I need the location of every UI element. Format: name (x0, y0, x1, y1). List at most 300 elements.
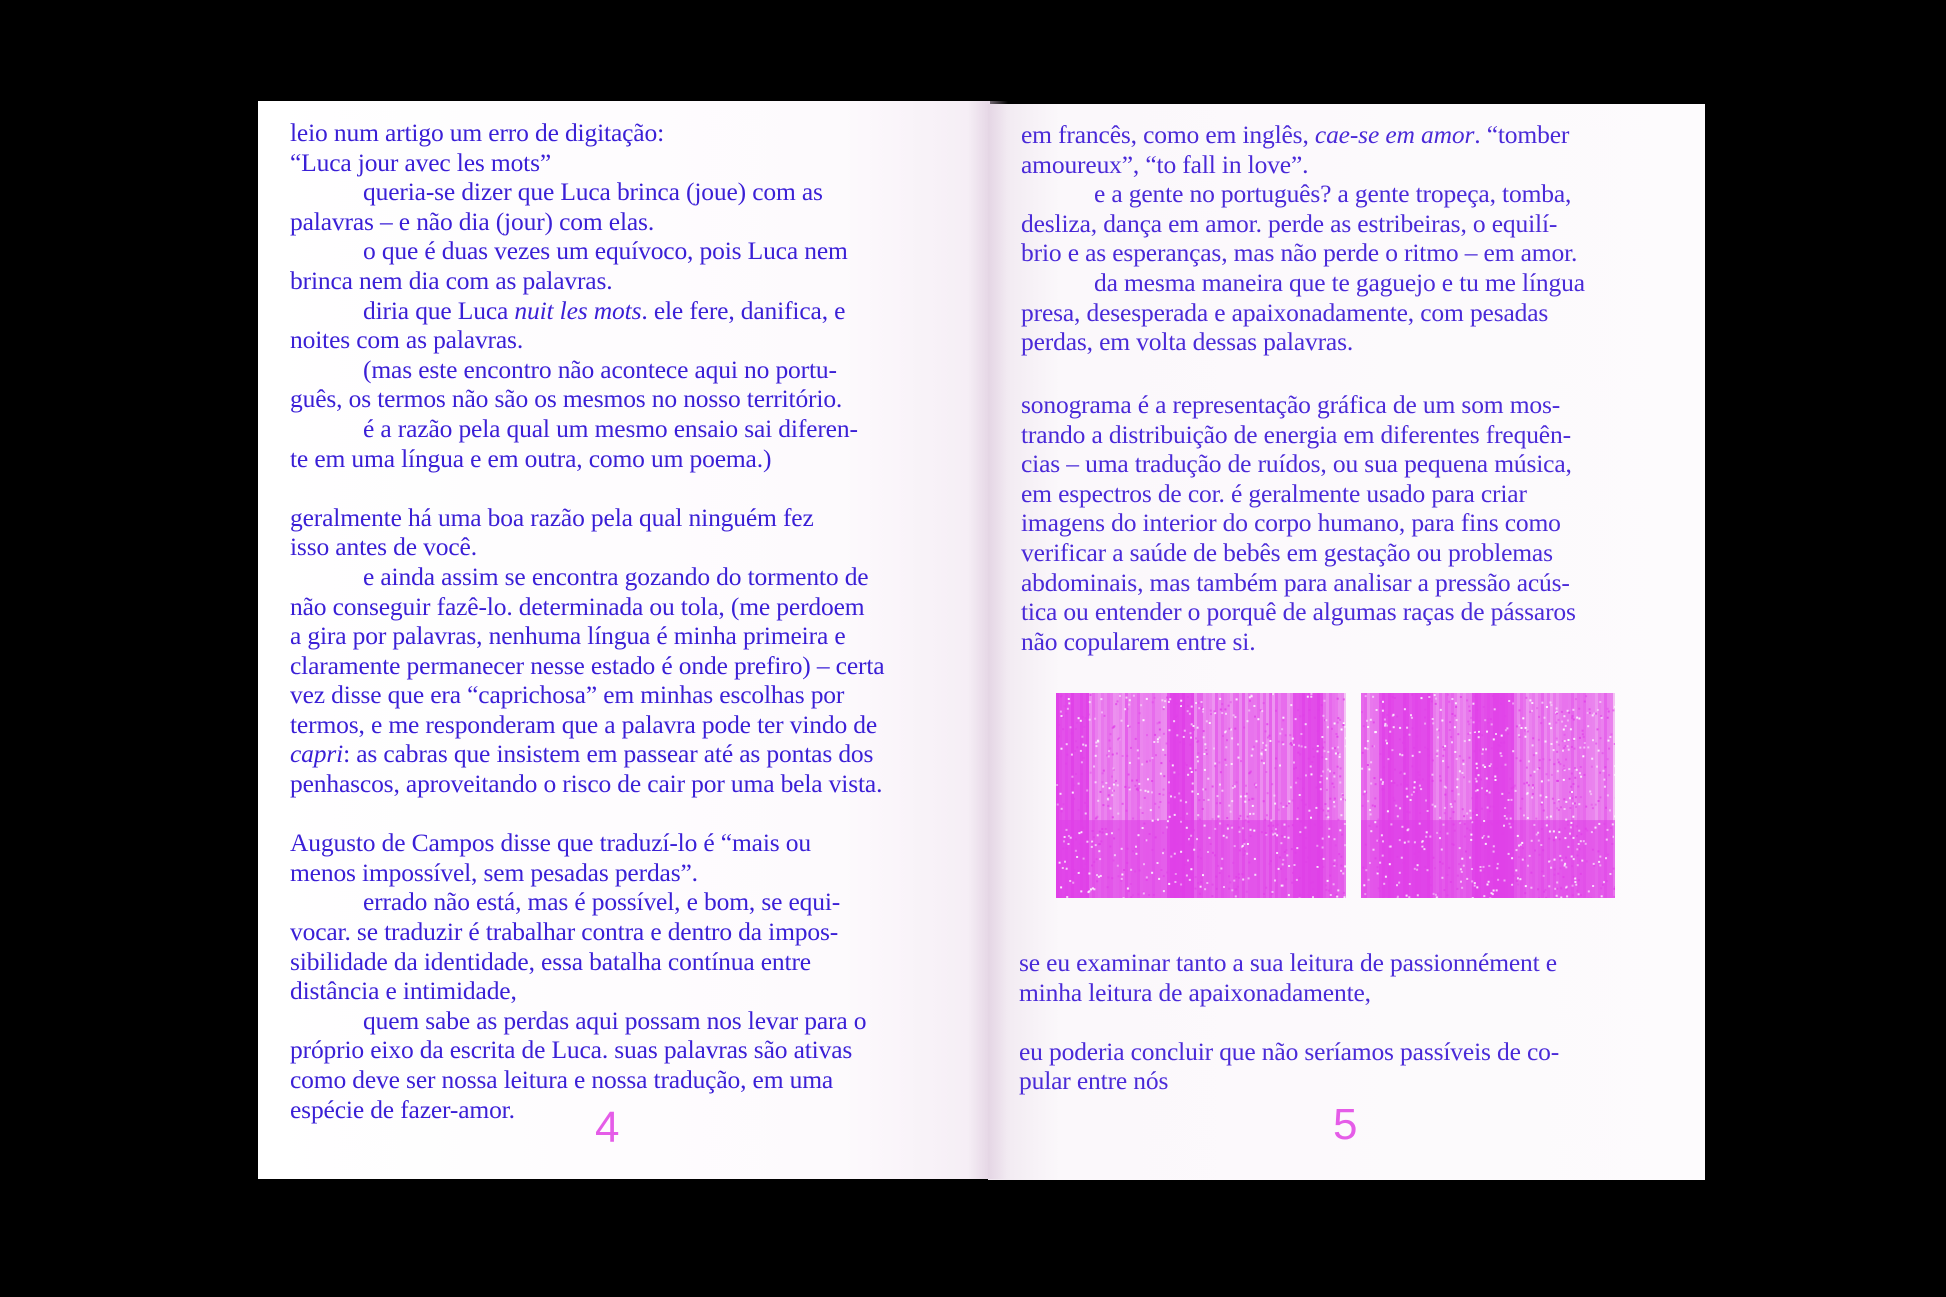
sonogram-speck (1377, 866, 1379, 868)
sonogram-speck (1430, 884, 1432, 886)
sonogram-speck (1078, 809, 1080, 811)
sonogram-speck (1189, 744, 1191, 746)
sonogram-speck (1075, 740, 1077, 742)
sonogram-speck (1519, 878, 1521, 880)
sonogram-speck (1509, 823, 1511, 825)
text-line: brio e as esperanças, mas não perde o ritmo – em amor. (1021, 238, 1578, 268)
sonogram-speck (1613, 896, 1615, 898)
sonogram-speck (1397, 815, 1399, 817)
sonogram-speck (1553, 802, 1555, 804)
sonogram-speck (1538, 897, 1540, 898)
sonogram-speck (1558, 719, 1560, 721)
sonogram-speck (1333, 772, 1335, 774)
sonogram-speck (1578, 879, 1580, 881)
sonogram-speck (1290, 786, 1292, 788)
sonogram-speck (1378, 887, 1380, 889)
sonogram-speck (1271, 783, 1273, 785)
sonogram-speck (1382, 788, 1384, 790)
text-segment: . “tomber (1474, 120, 1570, 149)
sonogram-speck (1089, 701, 1091, 703)
sonogram-speck (1612, 709, 1614, 711)
sonogram-speck (1261, 831, 1263, 833)
sonogram-speck (1151, 872, 1153, 874)
sonogram-speck (1265, 832, 1267, 834)
sonogram-speck (1499, 875, 1501, 877)
sonogram-speck (1586, 860, 1588, 862)
sonogram-speck (1496, 867, 1498, 869)
sonogram-speck (1384, 723, 1386, 725)
sonogram-speck (1328, 828, 1330, 830)
sonogram-speck (1585, 806, 1587, 808)
sonogram-speck (1090, 772, 1092, 774)
sonogram-speck (1245, 819, 1247, 821)
sonogram-speck (1263, 702, 1265, 704)
sonogram-speck (1117, 865, 1119, 867)
sonogram-speck (1142, 812, 1144, 814)
sonogram-speck (1403, 737, 1405, 739)
sonogram-speck (1584, 701, 1586, 703)
sonogram-speck (1129, 726, 1131, 728)
sonogram-speck (1142, 827, 1144, 829)
sonogram-speck (1186, 813, 1188, 815)
sonogram-speck (1536, 834, 1538, 836)
sonogram-speck (1129, 762, 1131, 764)
sonogram-speck (1112, 816, 1114, 818)
sonogram-speck (1470, 820, 1472, 822)
sonogram-speck (1244, 840, 1246, 842)
sonogram-speck (1249, 771, 1251, 773)
sonogram-speck (1121, 874, 1123, 876)
sonogram-speck (1186, 821, 1188, 823)
sonogram-speck (1382, 878, 1384, 880)
sonogram-speck (1310, 882, 1312, 884)
sonogram-speck (1167, 820, 1169, 822)
sonogram-speck (1404, 698, 1406, 700)
sonogram-speck (1146, 761, 1148, 763)
sonogram-speck (1130, 869, 1132, 871)
sonogram-speck (1578, 848, 1580, 850)
sonogram-speck (1391, 782, 1393, 784)
sonogram-speck (1563, 715, 1565, 717)
sonogram-speck (1330, 894, 1332, 896)
sonogram-speck (1558, 761, 1560, 763)
sonogram-speck (1428, 693, 1430, 695)
sonogram-speck (1248, 862, 1250, 864)
sonogram-speck (1455, 702, 1457, 704)
sonogram-speck (1078, 832, 1080, 834)
sonogram-speck (1216, 888, 1218, 890)
sonogram-speck (1531, 702, 1533, 704)
text-line: amoureux”, “to fall in love”. (1021, 149, 1309, 179)
sonogram-speck (1063, 803, 1065, 805)
sonogram-speck (1600, 715, 1602, 717)
sonogram-speck (1478, 774, 1480, 776)
sonogram-speck (1087, 805, 1089, 807)
sonogram-speck (1080, 890, 1082, 892)
sonogram-speck (1132, 818, 1134, 820)
sonogram-speck (1321, 736, 1323, 738)
sonogram-speck (1275, 828, 1277, 830)
text-line: isso antes de você. (290, 532, 477, 562)
sonogram-speck (1161, 699, 1163, 701)
sonogram-speck (1456, 786, 1458, 788)
sonogram-speck (1081, 736, 1083, 738)
sonogram-speck (1476, 780, 1478, 782)
text-line: da mesma maneira que te gaguejo e tu me língua (1094, 267, 1585, 297)
sonogram-speck (1088, 873, 1090, 875)
sonogram-speck (1503, 742, 1505, 744)
sonogram-speck (1282, 859, 1284, 861)
sonogram-speck (1138, 783, 1140, 785)
sonogram-speck (1436, 729, 1438, 731)
sonogram-speck (1327, 769, 1329, 771)
sonogram-speck (1531, 840, 1533, 842)
sonogram-speck (1364, 893, 1366, 895)
sonogram-speck (1439, 817, 1441, 819)
sonogram-speck (1464, 823, 1466, 825)
sonogram-speck (1565, 745, 1567, 747)
text-line: em espectros de cor. é geralmente usado para criar (1021, 478, 1527, 508)
sonogram-speck (1409, 883, 1411, 885)
sonogram-speck (1140, 789, 1142, 791)
sonogram-speck (1498, 877, 1500, 879)
sonogram-speck (1169, 698, 1171, 700)
sonogram-speck (1516, 880, 1518, 882)
sonogram-speck (1417, 894, 1419, 896)
sonogram-speck (1255, 786, 1257, 788)
sonogram-speck (1117, 700, 1119, 702)
sonogram-speck (1073, 798, 1075, 800)
sonogram-speck (1571, 791, 1573, 793)
sonogram-speck (1180, 800, 1182, 802)
sonogram-speck (1504, 827, 1506, 829)
sonogram-speck (1522, 847, 1524, 849)
sonogram-speck (1513, 875, 1515, 877)
sonogram-speck (1609, 873, 1611, 875)
sonogram-speck (1488, 865, 1490, 867)
sonogram-speck (1518, 734, 1520, 736)
sonogram-speck (1253, 813, 1255, 815)
sonogram-speck (1275, 758, 1277, 760)
sonogram-speck (1590, 897, 1592, 898)
sonogram-speck (1130, 747, 1132, 749)
sonogram-speck (1523, 783, 1525, 785)
sonogram-speck (1365, 695, 1367, 697)
sonogram-speck (1541, 803, 1543, 805)
sonogram-speck (1285, 734, 1287, 736)
sonogram-speck (1096, 880, 1098, 882)
sonogram-speck (1084, 802, 1086, 804)
sonogram-image-right (1361, 693, 1615, 898)
sonogram-speck (1312, 888, 1314, 890)
sonogram-speck (1595, 804, 1597, 806)
sonogram-speck (1411, 765, 1413, 767)
sonogram-speck (1550, 867, 1552, 869)
sonogram-speck (1253, 830, 1255, 832)
sonogram-speck (1432, 722, 1434, 724)
sonogram-speck (1462, 760, 1464, 762)
sonogram-speck (1511, 884, 1513, 886)
sonogram-speck (1337, 698, 1339, 700)
sonogram-speck (1218, 815, 1220, 817)
sonogram-speck (1396, 884, 1398, 886)
sonogram-speck (1580, 840, 1582, 842)
sonogram-speck (1580, 776, 1582, 778)
sonogram-speck (1308, 758, 1310, 760)
sonogram-speck (1206, 720, 1208, 722)
sonogram-speck (1492, 806, 1494, 808)
sonogram-speck (1393, 797, 1395, 799)
sonogram-speck (1264, 819, 1266, 821)
sonogram-speck (1143, 892, 1145, 894)
sonogram-speck (1269, 735, 1271, 737)
sonogram-speck (1489, 894, 1491, 896)
sonogram-speck (1159, 801, 1161, 803)
sonogram-speck (1382, 855, 1384, 857)
sonogram-speck (1217, 795, 1219, 797)
sonogram-speck (1474, 885, 1476, 887)
sonogram-speck (1221, 703, 1223, 705)
sonogram-speck (1197, 793, 1199, 795)
sonogram-speck (1231, 825, 1233, 827)
sonogram-speck (1489, 810, 1491, 812)
sonogram-speck (1288, 837, 1290, 839)
sonogram-speck (1180, 700, 1182, 702)
sonogram-speck (1170, 856, 1172, 858)
sonogram-speck (1251, 755, 1253, 757)
sonogram-speck (1061, 715, 1063, 717)
sonogram-speck (1138, 722, 1140, 724)
sonogram-speck (1370, 719, 1372, 721)
sonogram-speck (1189, 713, 1191, 715)
sonogram-speck (1337, 722, 1339, 724)
sonogram-speck (1510, 820, 1512, 822)
sonogram-speck (1541, 871, 1543, 873)
sonogram-speck (1266, 723, 1268, 725)
sonogram-speck (1382, 840, 1384, 842)
sonogram-speck (1528, 784, 1530, 786)
sonogram-speck (1204, 769, 1206, 771)
sonogram-speck (1363, 884, 1365, 886)
sonogram-speck (1221, 858, 1223, 860)
sonogram-speck (1325, 884, 1327, 886)
sonogram-speck (1400, 783, 1402, 785)
sonogram-speck (1469, 781, 1471, 783)
sonogram-speck (1512, 703, 1514, 705)
sonogram-speck (1484, 766, 1486, 768)
sonogram-speck (1274, 880, 1276, 882)
sonogram-speck (1569, 791, 1571, 793)
sonogram-speck (1335, 864, 1337, 866)
sonogram-speck (1175, 730, 1177, 732)
sonogram-speck (1451, 843, 1453, 845)
sonogram-speck (1364, 791, 1366, 793)
sonogram-speck (1278, 868, 1280, 870)
sonogram-speck (1181, 793, 1183, 795)
sonogram-speck (1555, 898, 1557, 899)
sonogram-speck (1406, 796, 1408, 798)
sonogram-speck (1257, 718, 1259, 720)
sonogram-speck (1233, 880, 1235, 882)
sonogram-speck (1321, 704, 1323, 706)
sonogram-speck (1570, 822, 1572, 824)
sonogram-speck (1187, 705, 1189, 707)
sonogram-speck (1333, 801, 1335, 803)
sonogram-speck (1289, 734, 1291, 736)
sonogram-speck (1291, 882, 1293, 884)
sonogram-speck (1440, 780, 1442, 782)
sonogram-speck (1091, 841, 1093, 843)
sonogram-speck (1195, 876, 1197, 878)
sonogram-speck (1493, 845, 1495, 847)
sonogram-speck (1563, 779, 1565, 781)
sonogram-speck (1422, 778, 1424, 780)
sonogram-speck (1595, 713, 1597, 715)
sonogram-speck (1563, 876, 1565, 878)
sonogram-speck (1577, 786, 1579, 788)
sonogram-speck (1561, 721, 1563, 723)
sonogram-speck (1386, 742, 1388, 744)
sonogram-speck (1297, 777, 1299, 779)
sonogram-speck (1095, 742, 1097, 744)
sonogram-speck (1242, 879, 1244, 881)
sonogram-speck (1376, 709, 1378, 711)
sonogram-speck (1204, 753, 1206, 755)
sonogram-speck (1459, 770, 1461, 772)
sonogram-speck (1565, 725, 1567, 727)
sonogram-speck (1085, 745, 1087, 747)
sonogram-speck (1474, 730, 1476, 732)
text-line: Augusto de Campos disse que traduzí-lo é “mais ou (290, 828, 811, 858)
sonogram-speck (1186, 764, 1188, 766)
sonogram-speck (1261, 710, 1263, 712)
text-line: queria-se dizer que Luca brinca (joue) com as (363, 177, 823, 207)
sonogram-speck (1305, 861, 1307, 863)
sonogram-speck (1399, 772, 1401, 774)
sonogram-speck (1564, 837, 1566, 839)
sonogram-speck (1589, 708, 1591, 710)
sonogram-speck (1291, 744, 1293, 746)
sonogram-speck (1113, 784, 1115, 786)
sonogram-speck (1224, 708, 1226, 710)
sonogram-speck (1487, 884, 1489, 886)
text-line (290, 296, 884, 326)
sonogram-speck (1059, 897, 1061, 898)
sonogram-speck (1369, 809, 1371, 811)
sonogram-speck (1550, 702, 1552, 704)
sonogram-speck (1469, 757, 1471, 759)
sonogram-speck (1557, 873, 1559, 875)
sonogram-speck (1406, 734, 1408, 736)
sonogram-speck (1520, 808, 1522, 810)
sonogram-speck (1579, 747, 1581, 749)
sonogram-speck (1297, 807, 1299, 809)
sonogram-speck (1159, 729, 1161, 731)
sonogram-speck (1364, 747, 1366, 749)
sonogram-speck (1537, 888, 1539, 890)
sonogram-speck (1240, 796, 1242, 798)
sonogram-speck (1493, 698, 1495, 700)
sonogram-speck (1557, 759, 1559, 761)
sonogram-speck (1387, 810, 1389, 812)
sonogram-speck (1265, 745, 1267, 747)
sonogram-speck (1180, 884, 1182, 886)
sonogram-speck (1327, 726, 1329, 728)
sonogram-speck (1176, 843, 1178, 845)
sonogram-speck (1556, 751, 1558, 753)
sonogram-speck (1126, 862, 1128, 864)
sonogram-speck (1181, 843, 1183, 845)
sonogram-speck (1130, 896, 1132, 898)
sonogram-speck (1176, 734, 1178, 736)
sonogram-speck (1191, 771, 1193, 773)
sonogram-speck (1238, 826, 1240, 828)
sonogram-speck (1373, 849, 1375, 851)
sonogram-speck (1109, 787, 1111, 789)
sonogram-speck (1487, 807, 1489, 809)
sonogram-speck (1076, 856, 1078, 858)
sonogram-speck (1252, 805, 1254, 807)
sonogram-speck (1316, 749, 1318, 751)
sonogram-speck (1546, 824, 1548, 826)
sonogram-speck (1510, 818, 1512, 820)
sonogram-speck (1424, 747, 1426, 749)
sonogram-speck (1071, 732, 1073, 734)
sonogram-speck (1385, 876, 1387, 878)
sonogram-speck (1542, 849, 1544, 851)
sonogram-speck (1509, 850, 1511, 852)
sonogram-speck (1556, 882, 1558, 884)
sonogram-speck (1082, 716, 1084, 718)
sonogram-speck (1387, 714, 1389, 716)
sonogram-speck (1297, 752, 1299, 754)
sonogram-speck (1284, 851, 1286, 853)
sonogram-speck (1339, 756, 1341, 758)
sonogram-speck (1203, 799, 1205, 801)
sonogram-speck (1225, 764, 1227, 766)
sonogram-speck (1440, 709, 1442, 711)
sonogram-speck (1178, 793, 1180, 795)
sonogram-speck (1397, 896, 1399, 898)
sonogram-speck (1126, 697, 1128, 699)
sonogram-speck (1426, 842, 1428, 844)
sonogram-speck (1519, 709, 1521, 711)
sonogram-speck (1556, 895, 1558, 897)
sonogram-speck (1076, 722, 1078, 724)
sonogram-speck (1322, 838, 1324, 840)
sonogram-speck (1606, 839, 1608, 841)
sonogram-speck (1279, 733, 1281, 735)
sonogram-speck (1442, 863, 1444, 865)
sonogram-speck (1320, 826, 1322, 828)
sonogram-speck (1521, 798, 1523, 800)
sonogram-speck (1469, 829, 1471, 831)
sonogram-speck (1144, 797, 1146, 799)
sonogram-speck (1553, 749, 1555, 751)
sonogram-speck (1282, 743, 1284, 745)
sonogram-speck (1097, 834, 1099, 836)
sonogram-speck (1471, 868, 1473, 870)
sonogram-speck (1404, 750, 1406, 752)
sonogram-speck (1197, 882, 1199, 884)
sonogram-speck (1587, 746, 1589, 748)
sonogram-speck (1232, 862, 1234, 864)
sonogram-speck (1420, 848, 1422, 850)
sonogram-speck (1057, 804, 1059, 806)
sonogram-speck (1407, 829, 1409, 831)
sonogram-speck (1441, 877, 1443, 879)
sonogram-speck (1548, 861, 1550, 863)
